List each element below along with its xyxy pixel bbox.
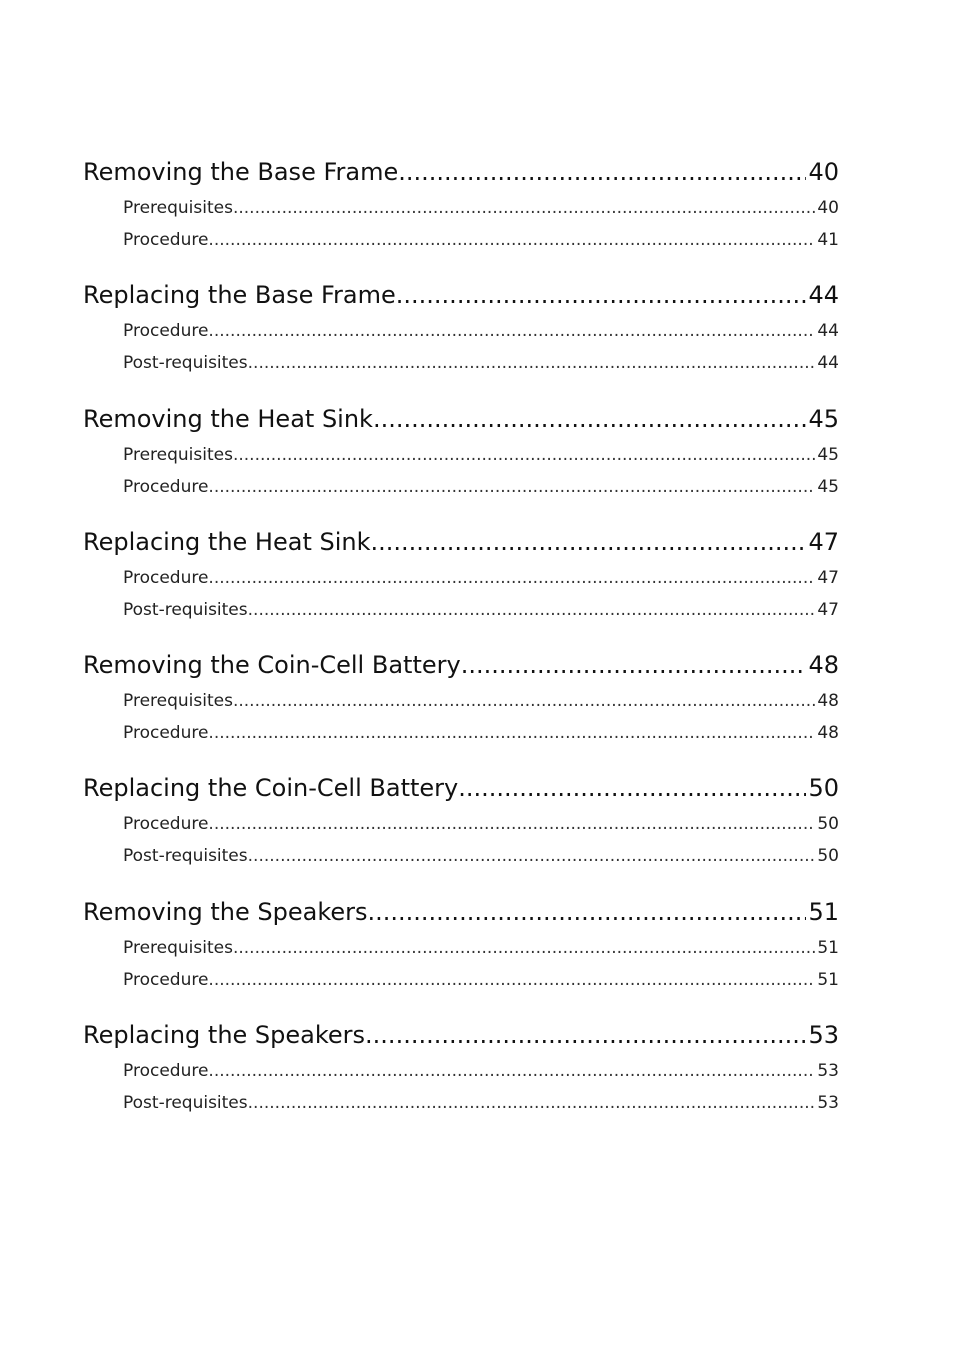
toc-section: [83, 152, 839, 275]
toc-section: [83, 645, 839, 768]
subentry-page-number: 48: [817, 691, 839, 712]
toc-chapter-entry[interactable]: [83, 645, 839, 685]
dot-leader: [458, 768, 806, 808]
chapter-title: Removing the Speakers: [83, 897, 368, 926]
subentry-label: Procedure: [123, 476, 209, 497]
dot-leader: [248, 1087, 816, 1119]
subentry-label: Prerequisites: [123, 691, 233, 712]
toc-section: [83, 768, 839, 891]
toc-chapter-entry[interactable]: [83, 152, 839, 192]
subentry-label: Procedure: [123, 567, 209, 588]
toc-subentry[interactable]: [123, 562, 839, 594]
toc-subentry[interactable]: [123, 1087, 839, 1119]
toc-chapter-entry[interactable]: [83, 275, 839, 315]
subentry-page-number: 50: [817, 814, 839, 835]
dot-leader: [248, 594, 816, 626]
subentry-page-number: 45: [817, 476, 839, 497]
dot-leader: [208, 964, 815, 996]
subentry-label: Procedure: [123, 723, 209, 744]
subentry-page-number: 41: [817, 230, 839, 250]
subentry-page-number: 50: [817, 846, 839, 867]
chapter-title: Replacing the Base Frame: [83, 281, 396, 310]
chapter-title: Replacing the Coin-Cell Battery: [83, 774, 459, 803]
subentry-page-number: 47: [817, 567, 839, 588]
subentry-label: Procedure: [123, 230, 209, 250]
toc-subentry[interactable]: [123, 224, 839, 256]
subentry-label: Prerequisites: [123, 444, 233, 465]
table-of-contents: [83, 152, 839, 1138]
subentry-page-number: 48: [817, 723, 839, 744]
subentry-page-number: 44: [817, 353, 839, 374]
subentry-label: Prerequisites: [123, 198, 233, 218]
dot-leader: [208, 562, 815, 594]
dot-leader: [208, 717, 815, 749]
subentry-page-number: 51: [817, 937, 839, 958]
toc-subentry[interactable]: [123, 439, 839, 471]
chapter-page-number: 40: [808, 158, 839, 186]
toc-subentry[interactable]: [123, 840, 839, 872]
subentry-page-number: 53: [817, 1093, 839, 1114]
chapter-page-number: 44: [808, 281, 839, 310]
toc-chapter-entry[interactable]: [83, 399, 839, 439]
toc-subentry[interactable]: [123, 471, 839, 503]
subentry-label: Prerequisites: [123, 937, 233, 958]
toc-chapter-entry[interactable]: [83, 1015, 839, 1055]
dot-leader: [208, 1055, 815, 1087]
toc-subentry[interactable]: [123, 685, 839, 717]
chapter-title: Replacing the Speakers: [83, 1021, 366, 1050]
toc-subentry[interactable]: [123, 964, 839, 996]
chapter-title: Removing the Heat Sink: [83, 404, 373, 433]
dot-leader: [208, 471, 815, 503]
subentry-page-number: 44: [817, 321, 839, 342]
chapter-page-number: 48: [808, 651, 839, 680]
dot-leader: [371, 522, 807, 562]
toc-subentry[interactable]: [123, 315, 839, 347]
dot-leader: [248, 840, 816, 872]
toc-subentry[interactable]: [123, 717, 839, 749]
subentry-page-number: 40: [817, 198, 839, 218]
dot-leader: [208, 315, 815, 347]
dot-leader: [208, 808, 815, 840]
subentry-label: Procedure: [123, 969, 209, 990]
subentry-label: Procedure: [123, 321, 209, 342]
subentry-page-number: 47: [817, 599, 839, 620]
subentry-label: Procedure: [123, 1061, 209, 1082]
chapter-title: Replacing the Heat Sink: [83, 527, 371, 556]
chapter-title: Removing the Coin-Cell Battery: [83, 651, 461, 680]
dot-leader: [368, 892, 807, 932]
toc-section: [83, 522, 839, 645]
toc-section: [83, 892, 839, 1015]
toc-subentry[interactable]: [123, 808, 839, 840]
toc-section: [83, 399, 839, 522]
chapter-page-number: 47: [808, 527, 839, 556]
subentry-label: Post-requisites: [123, 599, 248, 620]
dot-leader: [233, 192, 815, 224]
dot-leader: [208, 224, 815, 256]
subentry-label: Post-requisites: [123, 1093, 248, 1114]
toc-chapter-entry[interactable]: [83, 768, 839, 808]
dot-leader: [233, 932, 815, 964]
subentry-page-number: 51: [817, 969, 839, 990]
toc-subentry[interactable]: [123, 347, 839, 379]
chapter-page-number: 45: [808, 404, 839, 433]
dot-leader: [365, 1015, 806, 1055]
dot-leader: [233, 439, 815, 471]
subentry-page-number: 53: [817, 1061, 839, 1082]
toc-subentry[interactable]: [123, 1055, 839, 1087]
toc-section: [83, 275, 839, 398]
subentry-label: Post-requisites: [123, 846, 248, 867]
chapter-page-number: 51: [808, 897, 839, 926]
chapter-page-number: 53: [808, 1021, 839, 1050]
subentry-label: Procedure: [123, 814, 209, 835]
dot-leader: [373, 399, 806, 439]
dot-leader: [248, 347, 816, 379]
chapter-title: Removing the Base Frame: [83, 158, 399, 186]
toc-subentry[interactable]: [123, 192, 839, 224]
dot-leader: [396, 275, 807, 315]
toc-section: [83, 1015, 839, 1138]
toc-subentry[interactable]: [123, 594, 839, 626]
dot-leader: [233, 685, 815, 717]
subentry-page-number: 45: [817, 444, 839, 465]
dot-leader: [461, 645, 807, 685]
toc-chapter-entry[interactable]: [83, 522, 839, 562]
toc-subentry[interactable]: [123, 932, 839, 964]
dot-leader: [398, 152, 806, 192]
subentry-label: Post-requisites: [123, 353, 248, 374]
toc-chapter-entry[interactable]: [83, 892, 839, 932]
chapter-page-number: 50: [808, 774, 839, 803]
